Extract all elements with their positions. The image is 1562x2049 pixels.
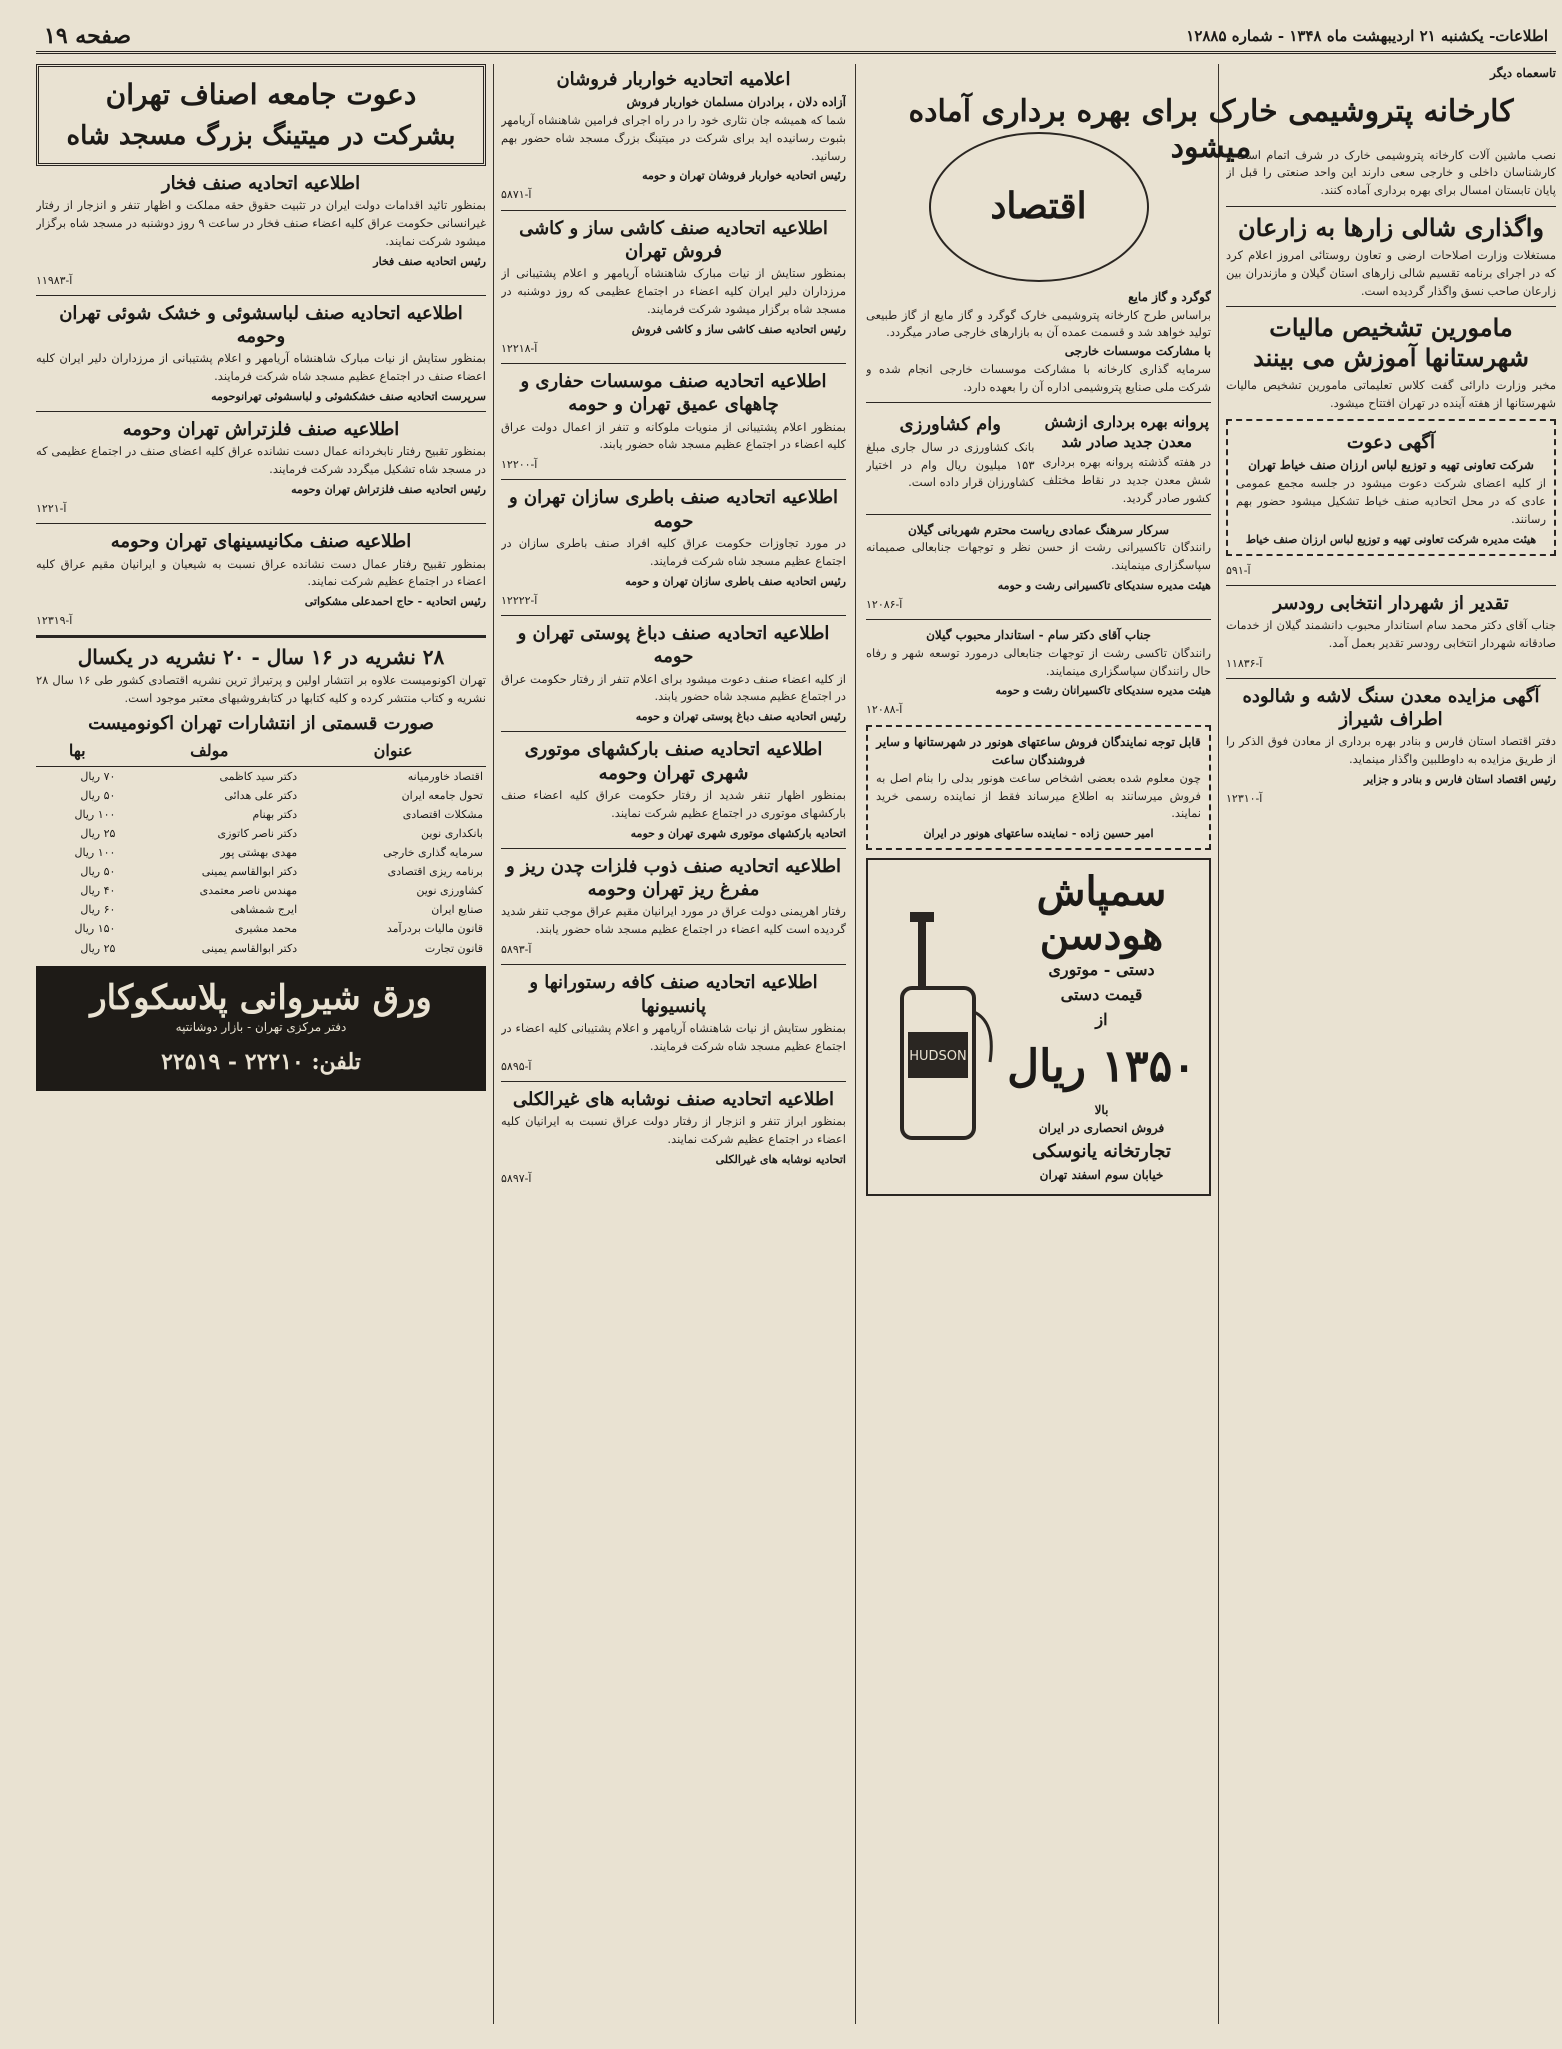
notice-text: بمنظور تقبیح رفتار عمال دست نشانده عراق نسبت به شیعیان و ایرانیان مقیم عراق کلیه اعضاء در اجتماع عظیم شرکت نمایند.	[36, 556, 486, 589]
ad-line: از	[1095, 1009, 1108, 1029]
notice-headline: اطلاعیه صنف مکانیسینهای تهران وحومه	[110, 531, 412, 553]
ad-reference: آ-۱۱۸۳۶	[1226, 656, 1263, 670]
book-price-table	[36, 737, 486, 957]
sprayer-brand-label: HUDSON	[909, 1049, 967, 1065]
book-title: بانکداری نوین	[421, 827, 483, 841]
ad-line: خیابان سوم اسفند تهران	[1039, 1167, 1164, 1182]
book-author: دکتر ابوالقاسم یمینی	[201, 941, 298, 955]
notice-headline: اطلاعیه اتحادیه صنف موسسات حفاری و چاههای عمیق تهران و حومه	[520, 370, 827, 416]
banner-line: بشرکت در میتینگ بزرگ مسجد شاه	[66, 121, 456, 152]
book-title: تحول جامعه ایران	[401, 789, 483, 803]
column-2	[866, 64, 1211, 2024]
notice-text: بمنظور ابراز تنفر و انزجار از رفتار دولت عراق نسبت به ایرانیان کلیه اعضاء در اجتماع عظیم شرکت نمایند.	[501, 1113, 846, 1146]
notice-signature: هیئت مدیره شرکت تعاونی تهیه و توزیع لباس ارزان صنف خیاط	[1245, 532, 1537, 546]
column-1	[1226, 64, 1556, 2024]
notice-signature: رئیس اقتصاد استان فارس و بنادر و جزایر	[1364, 773, 1556, 787]
article-headline: جناب آقای دکتر سام - استاندار محبوب گیلان	[926, 628, 1151, 643]
article-text: دفتر اقتصاد استان فارس و بنادر بهره برداری از معادن فوق الذکر را از طریق مزایده به داوطلبین واگذار مینماید.	[1226, 734, 1556, 767]
notice-text: از کلیه اعضاء صنف دعوت میشود برای اعلام تنفر از رفتار حکومت عراق در اجتماع عظیم مسجد شاه حضور یابند.	[501, 671, 846, 704]
kicker: با مشارکت موسسات خارجی	[1064, 344, 1211, 359]
article-text: جناب آقای دکتر محمد سام استاندار محبوب دانشمند گیلان از خدمات صادقانه شهردار انتخابی رودسر تقدیر بعمل آمد.	[1226, 618, 1556, 650]
notice-text: بمنظور تقبیح رفتار نابخردانه عمال دست نشانده عراق کلیه اعضای صنف در اجتماع عظیمی که در مسجد شاه تشکیل میگردد شرکت فرمایند.	[36, 444, 486, 477]
book-title: سرمایه گذاری خارجی	[383, 846, 483, 860]
book-price: ۱۰۰ ریال	[74, 808, 116, 822]
ad-phone: تلفن: ۲۲۲۱۰ - ۲۲۵۱۹	[161, 1048, 361, 1075]
notice-text: در مورد تجاوزات حکومت عراق کلیه افراد صنف باطری سازان در اجتماع عظیم مسجد شاه شرکت فرمایند.	[501, 536, 846, 568]
notice-title: آگهی دعوت	[1346, 432, 1436, 454]
ad-reference: آ-۱۲۳۱۰	[1226, 792, 1263, 806]
notice-headline: اطلاعیه اتحادیه صنف فخار	[161, 172, 361, 194]
ad-reference: آ-۱۱۹۸۳	[36, 273, 73, 287]
notice-signature: امیر حسین زاده - نماینده ساعتهای هونور در ایران	[923, 827, 1154, 841]
page-number: صفحه ۱۹	[44, 22, 132, 49]
notice-text: بمنظور تائید اقدامات دولت ایران در تثبیت حقوق حقه مملکت و اظهار تنفر و انزجار از رفتار غیرانسانی حکومت عراق کلیه اعضاء صنف فخار در ساعت ۹ روز دوشنبه در مسجد شاه برگزار میشود شرکت نمایند.	[36, 198, 486, 248]
banner-line: دعوت جامعه اصناف تهران	[105, 78, 417, 111]
notice-signature: رئیس اتحادیه صنف فلزتراش تهران وحومه	[291, 483, 486, 497]
article-text: نصب ماشین آلات کارخانه پتروشیمی خارک در شرف اتمام است و کارشناسان داخلی و خارجی سعی دارند این واحد صنعتی را قبل از پایان تابستان امسال برای بهره برداری آماده کنند.	[1226, 147, 1556, 198]
table-row	[36, 843, 486, 862]
article-text: رانندگان تاکسیرانی رشت از حسن نظر و توجهات جنابعالی صمیمانه سپاسگزاری مینمایند.	[866, 540, 1211, 573]
book-title: قانون مالیات بردرآمد	[386, 922, 483, 936]
ad-reference: آ-۱۲۰۸۸	[866, 703, 903, 717]
notice-headline: اطلاعیه اتحادیه صنف باطری سازان تهران و حومه	[508, 487, 839, 532]
sprayer-illustration-icon	[878, 912, 998, 1142]
column-rule	[855, 64, 856, 2024]
main-headline: کارخانه پتروشیمی خارک برای بهره برداری آماده میشود	[908, 94, 1514, 165]
book-author: دکتر بهنام	[252, 808, 298, 822]
book-price: ۱۵۰ ریال	[74, 922, 116, 936]
ad-reference: آ-۱۲۰۸۶	[866, 598, 903, 612]
book-title: کشاورزی نوین	[416, 884, 483, 898]
notice-subtitle: آزاده دلان ، برادران مسلمان خواربار فروش	[626, 95, 846, 110]
article-text: تهران اکونومیست علاوه بر انتشار اولین و پرتیراژ ترین نشریه اقتصادی کشور طی ۱۶ سال ۲۸ نشریه و کتاب منتشر کرده و کلیه کتابها در کتابفروشیهای معتبر موجود است.	[36, 673, 486, 706]
article-headline: آگهی مزایده معدن سنگ لاشه و شالوده اطراف شیراز	[1242, 685, 1540, 731]
article-text: مستغلات وزارت اصلاحات ارضی و تعاون روستائی امروز اعلام کرد که در اجرای برنامه تقسیم شالی زارهای استان گیلان و مازندران بین زارعان صاحب نسق واگذار گردیده است.	[1226, 248, 1556, 298]
book-author: دکتر علی هدائی	[224, 789, 298, 803]
notice-headline: اطلاعیه صنف فلزتراش تهران وحومه	[122, 419, 400, 441]
article-headline: وام کشاورزی	[899, 414, 1001, 436]
book-list-headline: صورت قسمتی از انتشارات تهران اکونومیست	[88, 712, 434, 734]
notice-text: رفتار اهریمنی دولت عراق در مورد ایرانیان مقیم عراق موجب تنفر شدید گردیده است کلیه اعضاء در اجتماع عظیم مسجد شاه حضور یابند.	[501, 904, 846, 937]
table-row	[36, 900, 486, 919]
ad-line: سمپاش	[1036, 868, 1167, 916]
book-author: ایرج شمشاهی	[230, 903, 298, 917]
notice-text: از کلیه اعضای شرکت دعوت میشود در جلسه مجمع عمومی عادی که در محل اتحادیه صنف خیاط تشکیل میشود حضور بهم رسانند.	[1236, 476, 1546, 526]
book-title: قانون تجارت	[424, 941, 483, 955]
book-price: ۲۵ ریال	[80, 941, 116, 955]
column-header-author: مولف	[118, 737, 300, 766]
article-headline: مامورین تشخیص مالیات شهرستانها آموزش می بینند	[1253, 313, 1529, 373]
book-title: برنامه ریزی اقتصادی	[387, 865, 483, 879]
ad-brand: هودسن	[1039, 912, 1164, 960]
short-news-pair	[866, 409, 1211, 507]
ad-reference: آ-۵۸۹۷	[501, 1171, 532, 1185]
article-headline: پروانه بهره برداری ازشش معدن جدید صادر شد	[1044, 413, 1209, 451]
notice-signature: اتحادیه بارکشهای موتوری شهری تهران و حومه	[630, 826, 846, 840]
ad-price: ۱۳۵۰ ریال	[1007, 1040, 1196, 1092]
notice-headline: اطلاعیه اتحادیه صنف لباسشوئی و خشک شوئی تهران وحومه	[59, 302, 463, 347]
notice-headline: اطلاعیه اتحادیه صنف دباغ پوستی تهران و حومه	[517, 622, 830, 668]
table-row	[36, 939, 486, 958]
book-price: ۵۰ ریال	[80, 789, 116, 803]
kicker: گوگرد و گاز مایع	[1128, 290, 1211, 304]
notice-signature: رئیس اتحادیه صنف دباغ پوستی تهران و حومه	[635, 710, 846, 724]
book-price: ۲۵ ریال	[80, 827, 116, 841]
book-title: اقتصاد خاورمیانه	[407, 770, 483, 784]
article-headline: سرکار سرهنگ عمادی ریاست محترم شهربانی گیلان	[907, 522, 1170, 537]
notice-text: بمنظور ستایش از نیات شاهنشاه آریامهر و اعلام پشتیبانی کلیه اعضاء در اجتماع عظیم مسجد شاه شرکت فرمایند.	[501, 1020, 846, 1053]
notice-signature: رئیس اتحادیه صنف فخار	[373, 254, 486, 268]
notice-signature: سرپرست اتحادیه صنف خشکشوئی و لباسشوئی تهرانوحومه	[211, 390, 486, 404]
newspaper-page	[36, 20, 1556, 2030]
masthead	[36, 20, 1556, 54]
book-author: محمد مشیری	[234, 922, 298, 936]
book-author: مهدی بهشتی پور	[220, 846, 298, 860]
book-title: مشکلات اقتصادی	[402, 808, 483, 822]
ad-line: فروش انحصاری در ایران	[1038, 1121, 1165, 1136]
notice-headline: اطلاعیه اتحادیه صنف کافه رستورانها و پانسیونها	[529, 972, 818, 1017]
book-title: صنایع ایران	[431, 903, 483, 917]
coop-notice	[1226, 419, 1556, 555]
econ-logo-icon	[929, 132, 1149, 282]
notice-signature: رئیس اتحادیه - حاج احمدعلی مشکواتی	[304, 595, 486, 609]
column-3	[501, 64, 846, 2024]
notice-signature: اتحادیه نوشابه های غیرالکلی	[715, 1152, 846, 1166]
plaskokar-ad	[36, 966, 486, 1091]
ad-reference: آ-۱۲۳۱۹	[36, 614, 73, 628]
book-price: ۶۰ ریال	[80, 903, 116, 917]
notice-signature: هیئت مدیره سندیکای تاکسیرانان رشت و حومه	[995, 684, 1211, 698]
ad-reference: آ-۵۸۹۳	[501, 943, 532, 957]
ad-line: دستی - موتوری	[1048, 960, 1155, 980]
ad-line: قیمت دستی	[1060, 984, 1143, 1004]
ad-line: بالا	[1094, 1102, 1109, 1117]
watch-notice	[866, 725, 1211, 851]
notice-headline: اطلاعیه اتحادیه صنف نوشابه های غیرالکلی	[512, 1088, 835, 1110]
ad-reference: آ-۱۲۲۲۲	[501, 593, 538, 607]
hudson-ad	[866, 858, 1211, 1196]
table-row	[36, 862, 486, 881]
column-4	[36, 64, 486, 2024]
book-price: ۴۰ ریال	[80, 884, 116, 898]
notice-signature: رئیس اتحادیه صنف کاشی ساز و کاشی فروش	[631, 322, 846, 336]
book-author: دکتر ناصر کاتوزی	[217, 827, 298, 841]
notice-headline: اعلامیه اتحادیه خواربار فروشان	[556, 69, 791, 90]
article-text: مخبر وزارت دارائی گفت کلاس تعلیماتی مامورین تشخیص مالیات شهرستانها از هفته آینده در تهران افتتاح میشود.	[1226, 378, 1556, 411]
article-text: سرمایه گذاری کارخانه با مشارکت موسسات خارجی انجام شده و شرکت ملی صنایع پتروشیمی اداره آن را بعهده دارد.	[866, 361, 1211, 394]
table-row	[36, 919, 486, 938]
econ-logo-text: اقتصاد	[990, 185, 1087, 228]
paper-info: اطلاعات- یکشنبه ۲۱ اردیبهشت ماه ۱۳۴۸ - شماره ۱۲۸۸۵	[1186, 26, 1548, 45]
ad-line: تجارتخانه یانوسکی	[1032, 1140, 1171, 1162]
table-row	[36, 881, 486, 900]
notice-signature: هیئت مدیره سندیکای تاکسیرانی رشت و حومه	[997, 579, 1211, 593]
ad-reference: آ-۱۲۲۱۸	[501, 341, 538, 355]
book-price: ۱۰۰ ریال	[74, 846, 116, 860]
notice-text: بمنظور اعلام پشتیبانی از منویات ملوکانه و تنفر از اعمال دولت عراق کلیه اعضاء در اجتماع عظیم مسجد شاه حضور یابند.	[501, 419, 846, 452]
table-row	[36, 786, 486, 805]
column-rule	[493, 64, 494, 2024]
table-row	[36, 805, 486, 824]
article-text: رانندگان تاکسی رشت از توجهات جنابعالی درمورد توسعه شهر و رفاه حال رانندگان سپاسگزاری مینمایند.	[866, 645, 1211, 678]
notice-text: بمنظور ستایش از نیات مبارک شاهنشاه آریامهر و اعلام پشتیبانی از مرزداران دلیر ایران کلیه اعضاء در اجتماع عظیمی که روز دوشنبه در مسجد شاه برگزار میشود شرکت فرمایند.	[501, 266, 846, 316]
notice-headline: اطلاعیه اتحادیه صنف کاشی ساز و کاشی فروش تهران	[519, 217, 828, 262]
notice-headline: اطلاعیه اتحادیه صنف بارکشهای موتوری شهری تهران وحومه	[524, 739, 823, 784]
book-author: مهندس ناصر معتمدی	[199, 884, 298, 898]
table-row	[36, 824, 486, 843]
book-author: دکتر سید کاظمی	[219, 770, 298, 784]
notice-title: قابل توجه نمایندگان فروش ساعتهای هونور در شهرستانها و سایر فروشندگان ساعت	[876, 734, 1201, 768]
notice-signature: رئیس اتحادیه خواربار فروشان تهران و حومه	[642, 169, 846, 183]
article-text: در هفته گذشته پروانه بهره برداری شش معدن جدید در نقاط مختلف کشور صادر گردید.	[1042, 455, 1211, 506]
table-row	[36, 767, 486, 787]
notice-signature: رئیس اتحادیه صنف باطری سازان تهران و حومه	[625, 574, 846, 588]
notice-text: شما که همیشه جان نثاری خود را در راه اجرای فرامین شاهنشاه آریامهر بثبوت رسانیده اید برای شرکت در میتینگ بزرگ مسجد شاه حضور بهم رسانید.	[501, 112, 846, 163]
book-price: ۵۰ ریال	[80, 865, 116, 879]
notice-text: بمنظور اظهار تنفر شدید از رفتار حکومت عراق کلیه اعضاء صنف بارکشهای موتوری در اجتماع عظیم شرکت نمایند.	[501, 788, 846, 820]
ad-reference: آ-۵۸۷۱	[501, 188, 532, 202]
ad-reference: آ-۵۹۱	[1226, 563, 1251, 577]
article-headline: واگذاری شالی زارها به زارعان	[1238, 213, 1544, 243]
notice-text: بمنظور ستایش از نیات مبارک شاهنشاه آریامهر و اعلام پشتیبانی از مرزداران دلیر ایران کلیه اعضاء صنف در اجتماع عظیم مسجد شاه شرکت فرمایند.	[36, 351, 486, 384]
book-price: ۷۰ ریال	[80, 770, 116, 784]
article-text: بانک کشاورزی در سال جاری مبلغ ۱۵۳ میلیون ریال وام در اختیار کشاورزان قرار داده است.	[866, 439, 1035, 490]
notice-headline: اطلاعیه اتحادیه صنف ذوب فلزات چدن ریز و مفرغ ریز تهران وحومه	[505, 855, 842, 901]
column-header-title: عنوان	[300, 737, 486, 766]
guild-banner	[36, 64, 486, 166]
article-headline: ۲۸ نشریه در ۱۶ سال - ۲۰ نشریه در یکسال	[77, 645, 445, 670]
ad-reference: آ-۱۲۲۰۰	[501, 458, 538, 472]
notice-text: چون معلوم شده بعضی اشخاص ساعت هونور بدلی را بنام اصل به فروش میرسانند به اطلاع میرساند فقط از نماینده رسمی خرید نمایند.	[876, 770, 1201, 821]
column-header-price: بها	[36, 737, 118, 766]
book-author: دکتر ابوالقاسم یمینی	[201, 865, 298, 879]
article-text: براساس طرح کارخانه پتروشیمی خارک گوگرد و گاز مایع از گاز طبیعی تولید خواهد شد و قسمت عمده آن به بازارهای خارجی صادر میگردد.	[866, 307, 1211, 340]
ad-reference: آ-۵۸۹۵	[501, 1059, 532, 1073]
ad-reference: آ-۱۲۲۱	[36, 502, 67, 516]
article-headline: تقدیر از شهردار انتخابی رودسر	[1273, 592, 1509, 614]
notice-subtitle: شرکت تعاونی تهیه و توزیع لباس ارزان صنف خیاط تهران	[1248, 458, 1534, 473]
ad-brand: ورق شیروانی پلاسکوکار	[90, 977, 432, 1018]
ad-address: دفتر مرکزی تهران - بازار دوشانتپه	[175, 1020, 347, 1035]
kicker: تاسعماه دیگر	[1490, 66, 1556, 80]
column-rule	[1218, 64, 1219, 2024]
